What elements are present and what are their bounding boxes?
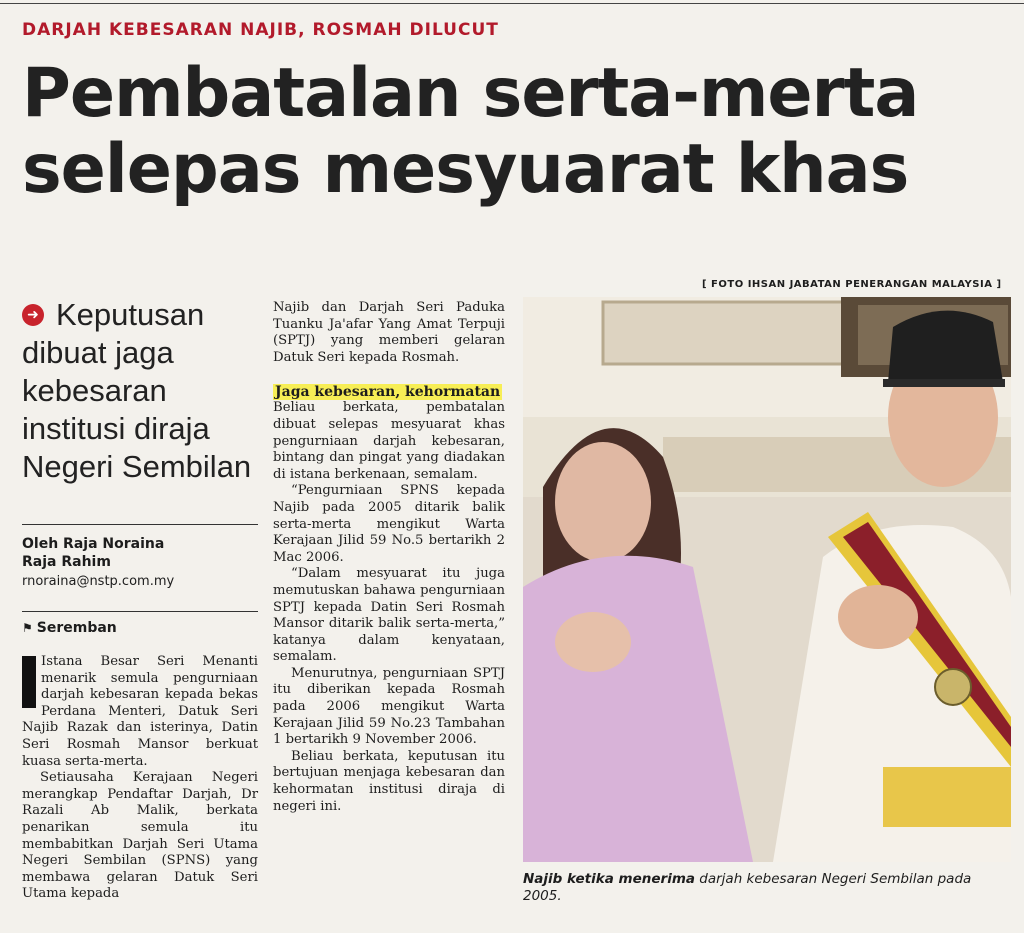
caption-bold: Najib ketika menerima <box>523 871 695 887</box>
body-paragraph: Setiausaha Kerajaan Negeri merangkap Pendaftar Darjah, Dr Razali Ab Malik, berkata penarikan semula itu membabitkan Darjah Seri Utama Negeri Sembilan (SPNS) yang membawa gelaran Datuk Seri Utama kepada <box>22 770 258 902</box>
headline <box>22 56 918 208</box>
body-paragraph: Najib dan Darjah Seri Paduka Tuanku Ja'afar Yang Amat Terpuji (SPTJ) yang memberi gelaran Datuk Seri kepada Rosmah. <box>273 300 505 365</box>
author-email[interactable]: rnoraina@nstp.com.my <box>22 574 175 589</box>
headline-line-2: selepas mesyuarat khas <box>22 130 909 209</box>
dateline-text: Seremban <box>36 620 117 636</box>
arrow-bullet-icon: ➜ <box>22 304 44 326</box>
dateline <box>22 620 258 636</box>
deck <box>22 296 258 486</box>
left-body <box>22 654 258 903</box>
deck-line: institusi diraja <box>22 411 210 446</box>
headline-line-1: Pembatalan serta-merta <box>22 54 919 133</box>
body-paragraph: Beliau berkata, keputusan itu bertujuan menjaga kebesaran dan kehormatan institusi diraja di negeri ini. <box>273 748 505 814</box>
deck-line: Negeri Sembilan <box>22 449 252 484</box>
deck-line: dibuat jaga <box>22 335 174 370</box>
deck-line: kebesaran <box>22 373 167 408</box>
body-paragraph: Menurutnya, pengurniaan SPTJ itu diberikan kepada Rosmah pada 2006 mengikut Warta Kerajaan Jilid 59 No.23 Tambahan 1 bertarikh 9 November 2006. <box>273 665 505 748</box>
byline-name-2: Raja Rahim <box>22 554 111 570</box>
middle-column <box>273 300 505 815</box>
top-rule <box>0 3 1024 4</box>
kicker: DARJAH KEBESARAN NAJIB, ROSMAH DILUCUT <box>22 20 499 40</box>
caption-text: darjah kebesaran Negeri Sembilan pada 2005. <box>523 871 972 904</box>
byline-name: Oleh Raja Noraina <box>22 536 165 552</box>
photo-illustration <box>523 297 1011 862</box>
photo-credit: [ FOTO IHSAN JABATAN PENERANGAN MALAYSIA ] <box>702 279 1002 290</box>
body-paragraph: “Pengurniaan SPNS kepada Najib pada 2005 ditarik balik serta-merta mengikut Warta Kerajaan Jilid 59 No.5 bertarikh 2 Mac 2006. <box>273 483 505 565</box>
deck-line: Keputusan <box>56 297 205 332</box>
body-paragraph: Istana Besar Seri Menanti menarik semula pengurniaan darjah kebesaran kepada bekas Perdana Menteri, Datuk Seri Najib Razak dan isterinya, Datin Seri Rosmah Mansor berkuat kuasa serta-merta. <box>22 654 258 769</box>
news-photo <box>523 297 1011 862</box>
photo-caption <box>523 871 1013 905</box>
subhead: Jaga kebesaran, kehormatan <box>275 384 501 401</box>
flag-icon: ⚑ <box>22 621 33 635</box>
body-paragraph: “Dalam mesyuarat itu juga memutuskan bahawa pengurniaan SPTJ kepada Datin Seri Rosmah Mansor ditarik balik serta-merta,” katanya dalam kenyataan, semalam. <box>273 566 505 665</box>
dateline-rule <box>22 611 258 612</box>
byline-rule <box>22 524 258 525</box>
drop-cap <box>22 656 36 708</box>
body-paragraph: Beliau berkata, pembatalan dibuat selepas mesyuarat khas pengurniaan darjah kebesaran, bintang dan pingat yang diadakan di istana berkenaan, semalam. <box>273 400 505 482</box>
left-column <box>22 296 258 903</box>
byline <box>22 535 258 571</box>
